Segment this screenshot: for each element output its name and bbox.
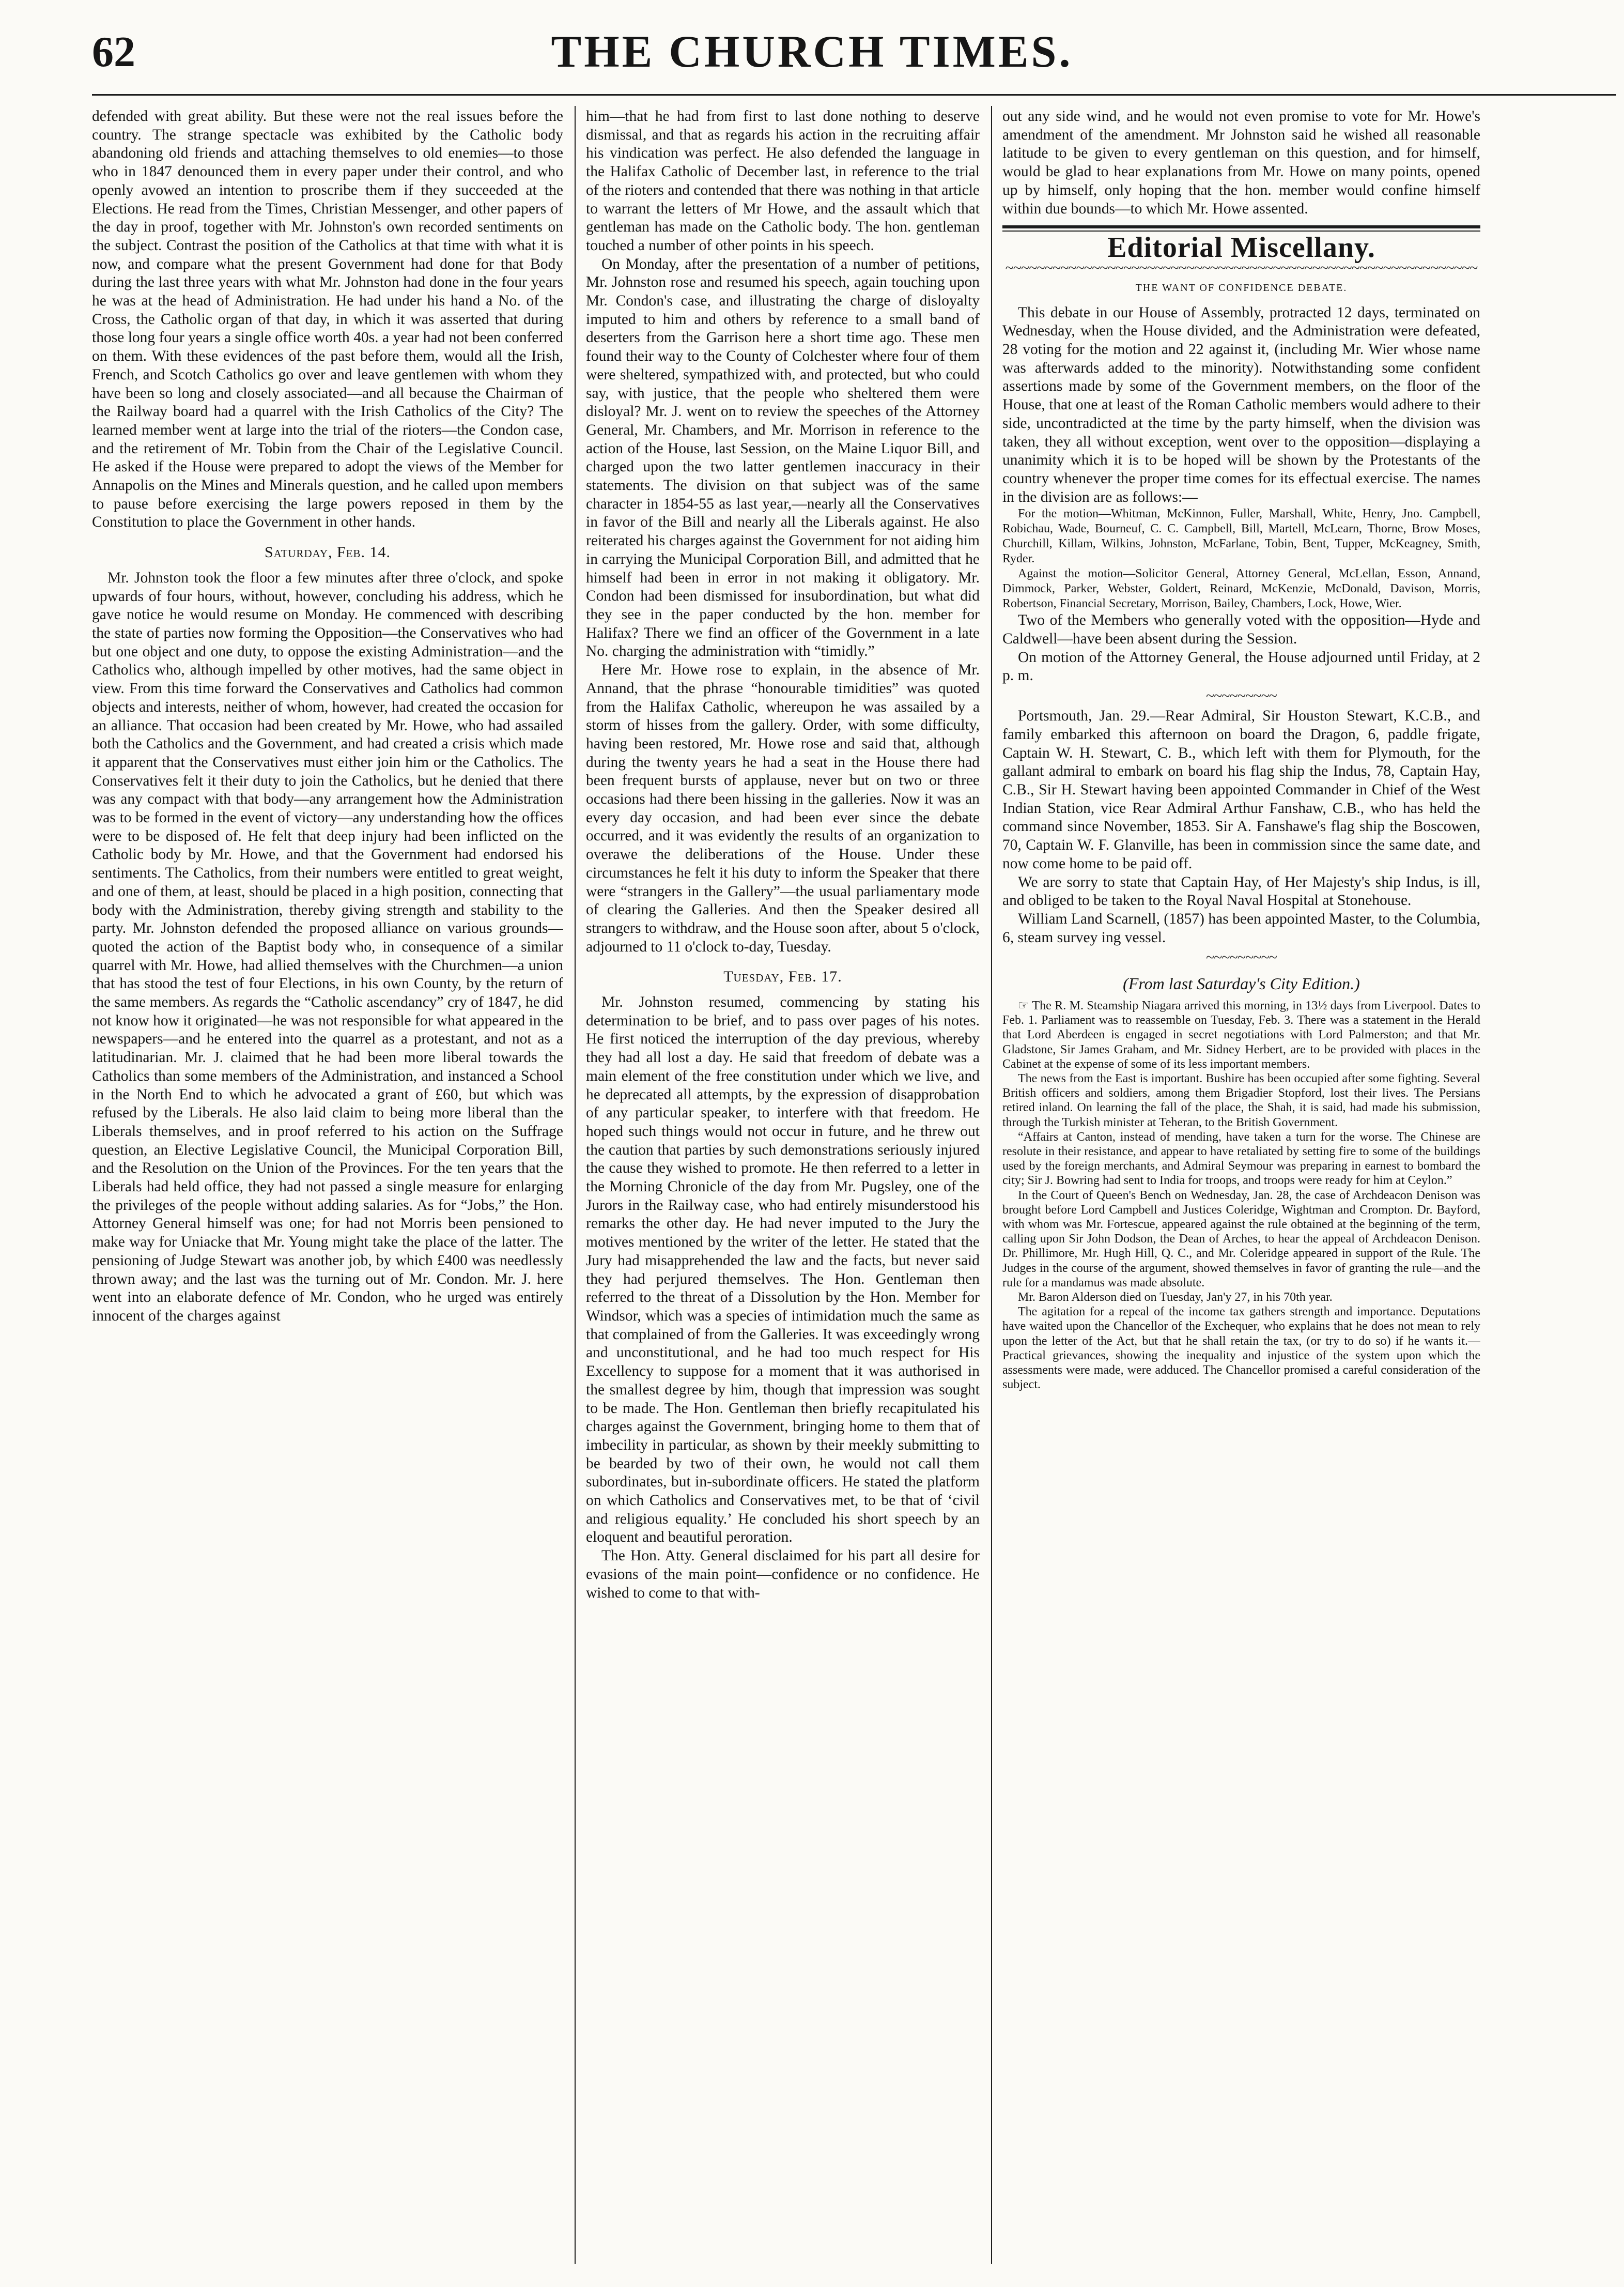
column-2 xyxy=(586,108,980,2268)
article-paragraph: Mr. Johnston resumed, commencing by stating his determination to be brief, and to pass over pages of his notes. He first noticed the interruption of the day previous, whereby they had all lost a day. He said that freedom of debate was a main element of the free constitution under which we live, and he deprecated all attempts, by the expression of disapprobation of any particular speaker, to interfere with that freedom. He hoped such things would not occur in future, and he threw out the caution that parties by such demonstrations seriously injured the cause they wished to promote. He then referred to a letter in the Morning Chronicle of the day from Mr. Pugsley, one of the Jurors in the Railway case, who had entirely misunderstood his remarks the other day. He had never imputed to the Jury the motives mentioned by the writer of the letter. He stated that the Jury had misapprehended the law and the facts, but never said they had perjured themselves. The Hon. Gentleman then referred to the threat of a Dissolution by the Hon. Member for Windsor, which was a species of intimidation much the same as that complained of from the Galleries. It was exceedingly wrong and unconstitutional, and he had too much respect for His Excellency to suppose for a moment that it was authorised in the smallest degree by him, though that impression was sought to be made. The Hon. Gentleman then briefly recapitulated his charges against the Government, bringing home to them that of imbecility in particular, as shown by their meekly submitting to be bearded by two of their own, he would not call them subordinates, but in-subordinate officers. He stated the platform on which Catholics and Conservatives met, to be that of ‘civil and religious equality.’ He concluded his short speech by an eloquent and beautiful peroration. xyxy=(586,994,980,1546)
date-heading: Saturday, Feb. 14. xyxy=(264,544,391,561)
news-digest xyxy=(1002,999,1480,1392)
header-rule xyxy=(92,94,1616,96)
news-paragraph: The news from the East is important. Bushire has been occupied after some fighting. Several British officers and soldiers, among them Brigadier Stopford, lost their lives. The Persians retired inland. On learning the fall of the place, the Shah, it is said, had made his submission, through the Turkish minister at Teheran, to the British Government. xyxy=(1002,1072,1480,1129)
article-paragraph: The Hon. Atty. General disclaimed for his part all desire for evasions of the main point—confidence or no confidence. He wished to come to that with- xyxy=(586,1547,980,1601)
news-paragraph: ☞ The R. M. Steamship Niagara arrived this morning, in 13½ days from Liverpool. Dates to Feb. 1. Parliament was to reassemble on Tuesday, Feb. 3. There was a statement in the Herald that Lord Aberdeen is engaged in secret negotiations with Lord Palmerston; and that Mr. Gladstone, Sir James Graham, and Mr. Sidney Herbert, are to be provided with places in the Cabinet at the expense of some of its less important members. xyxy=(1002,999,1480,1071)
article-paragraph: On Monday, after the presentation of a number of petitions, Mr. Johnston rose and resumed his speech, again touching upon Mr. Condon's case, and illustrating the charge of disloyalty imputed to him and others by reference to a small band of deserters from the Garrison here a short time ago. These men found their way to the County of Colchester where four of them were sheltered, sympathized with, and protected, but who could say, with justice, that the people who sheltered them were disloyal? Mr. J. went on to review the speeches of the Attorney General, Mr. Chambers, and Mr. Morrison in reference to the action of the House, last Session, on the Maine Liquor Bill, and charged upon the two latter gentlemen inaccuracy in their statements. The division on that subject was of the same character in 1854-55 as last year,—nearly all the Conservatives in favor of the Bill and nearly all the Liberals against. He also reiterated his charges against the Government for not aiding him in carrying the Municipal Corporation Bill, and admitted that he himself had been in error in not making it obligatory. Mr. Condon had been dismissed for insubordination, but what did they see in the paper conducted by the hon. member for Halifax? There we find an officer of the Government in a late No. charging the administration with “timidly.” xyxy=(586,255,980,660)
wave-divider: ~~~~~~~~~~~~~~~~~~~~~~~~~~~~~~~~~~~~~~~~~~~~~~~~~~~~~~~~~~~~ xyxy=(1005,260,1478,276)
news-paragraph: In the Court of Queen's Bench on Wednesday, Jan. 28, the case of Archdeacon Denison was brought before Lord Campbell and Justices Coleridge, Wightman and Crompton. Dr. Bayford, with whom was Mr. Fortescue, appeared against the rule obtained at the beginning of the term, calling upon Sir John Dodson, the Dean of Arches, to hear the appeal of Archdeacon Denison. Dr. Phillimore, Mr. Hugh Hill, Q. C., and Mr. Coleridge appeared in support of the Rule. The Judges in the course of the argument, showed themselves in favor of granting the rule—and the rule for a mandamus was made absolute. xyxy=(1002,1188,1480,1290)
news-paragraph: “Affairs at Canton, instead of mending, have taken a turn for the worse. The Chinese are resolute in their resistance, and appear to have retaliated by setting fire to some of the buildings used by the foreign merchants, and Admiral Seymour was preparing in earnest to bombard the city; Sir J. Bowring had sent to India for troops, and troops were ready for him at Ceylon.” xyxy=(1002,1130,1480,1188)
news-paragraph: Mr. Baron Alderson died on Tuesday, Jan'y 27, in his 70th year. xyxy=(1018,1291,1333,1304)
wave-divider: ~~~~~~~~~ xyxy=(1205,688,1277,704)
article-paragraph: defended with great ability. But these were not the real issues before the country. The strange spectacle was exhibited by the Catholic body abandoning old friends and attaching themselves to old enemies—to those who in 1847 denounced them in every paper under their control, and who openly avowed an intention to proscribe them if they succeeded at the Elections. He read from the Times, Christian Messenger, and other papers of the day in proof, together with Mr. Johnston's own recorded sentiments on the subject. Contrast the position of the Catholics at that time with what it is now, and compare what the present Government had done for that Body during the last three years with what Mr. Johnston had done in the four years he was at the head of Administration. He had under his hand a No. of the Cross, the Catholic organ of that day, in which it was asserted that during those long four years a single office worth 40s. a year had not been conferred on them. With these evidences of the past before them, would all the Irish, French, and Scotch Catholics go over and leave gentlemen with whom they have been so long and closely associated—and all because the Chairman of the Railway board had a quarrel with the Irish Catholics of the City? The learned member went at large into the trial of the rioters—the Condon case, and the retirement of Mr. Tobin from the Chair of the Legislative Council. He asked if the House were prepared to adopt the views of the Member for Annapolis on the Mines and Minerals question, and he called upon members to pause before exercising the large powers reposed in them by the Constitution to place the Government in other hands. xyxy=(92,108,563,531)
article-paragraph: On motion of the Attorney General, the House adjourned until Friday, at 2 p. m. xyxy=(1002,649,1480,684)
division-names xyxy=(1002,506,1480,611)
article-paragraph: We are sorry to state that Captain Hay, of Her Majesty's ship Indus, is ill, and obliged to be taken to the Royal Naval Hospital at Stonehouse. xyxy=(1002,873,1480,909)
names-for: For the motion—Whitman, McKinnon, Fuller, Marshall, White, Henry, Jno. Campbell, Robichau, Wade, Bourneuf, C. C. Campbell, Bill, Martell, McLearn, Thorne, Brow Moses, Churchill, Killam, Wilkins, Johnston, McFarlane, Tobin, Bent, Tupper, McKeagney, Smith, Ryder. xyxy=(1002,507,1480,566)
page-header xyxy=(0,0,1624,83)
article-paragraph: Portsmouth, Jan. 29.—Rear Admiral, Sir Houston Stewart, K.C.B., and family embarked this afternoon on board the Dragon, 6, paddle frigate, Captain W. H. Stewart, C. B., which left with them for Plymouth, for the gallant admiral to embark on board his flag ship the Indus, 78, Captain Hay, C.B., Sir H. Stewart having been appointed Commander in Chief of the West Indian Station, vice Rear Admiral Arthur Fanshaw, C.B., who has held the command since November, 1853. Sir A. Fanshawe's flag ship the Boscowen, 70, Captain W. F. Glanville, has been in commission since the same date, and now come home to be paid off. xyxy=(1002,708,1480,872)
date-heading: Tuesday, Feb. 17. xyxy=(723,968,842,986)
article-paragraph: Mr. Johnston took the floor a few minutes after three o'clock, and spoke upwards of four hours, without, however, concluding his address, which he gave notice he would resume on Monday. He commenced with describing the state of parties now forming the Opposition—the Conservatives who had but one object and one duty, to oppose the existing Administration—and the Catholics who, although impelled by other motives, had the same object in view. From this time forward the Conservatives and Catholics had common objects and interests, neither of whom, however, had created the occasion for an alliance. That occasion had been created by Mr. Howe, who had assailed both the Catholics and the Government, and had created a crisis which made it apparent that the Conservatives must either join him or the Catholics. The Conservatives felt it their duty to join the Catholics, but he denied that there was any compact with that body—any arrangement how the Administration was to be formed in the event of victory—any understanding how the offices were to be disposed of. He felt that deep injury had been inflicted on the Catholic body by Mr. Howe, and that the Government had endorsed his sentiments. The Catholics, from their numbers were entitled to great weight, and one of them, at least, should be placed in a high position, connecting that body with the Administration, thereby giving strength and stability to the party. Mr. Johnston defended the proposed alliance on various grounds—quoted the action of the Baptist body who, in consequence of a similar quarrel with Mr. Howe, had allied themselves with the Churchmen—a union that has stood the test of four Elections, in his own County, by the return of the same members. As regards the “Catholic ascendancy” cry of 1847, he did not know how it originated—he was not responsible for what appeared in the newspapers—and he entered into the quarrel as a protestant, and not as a latitudinarian. Mr. J. claimed that he had been more liberal towards the Catholics than some members of the Administration, and instanced a School in the North End to which he advocated a grant of £60, but which was refused by the Liberals. He also laid claim to being more liberal than the Liberals themselves, and in proof referred to his action on the Suffrage question, an Elective Legislative Council, the Municipal Corporation Bill, and the Resolution on the Union of the Provinces. For the ten years that the Liberals had held office, they had not passed a single measure for enlarging the privileges of the people without adding salaries. As for “Jobs,” the Hon. Attorney General himself was one; for had not Morris been pensioned to make way for Uniacke that Mr. Young might take the place of the latter. The pensioning of Judge Stewart was another job, by which £400 was needlessly thrown away; and the last was the turning out of Mr. Condon. Mr. J. here went into an elaborate defence of Mr. Condon, who he urged was entirely innocent of the charges against xyxy=(92,569,563,1324)
article-paragraph: him—that he had from first to last done nothing to deserve dismissal, and that as regards his action in the recruiting affair his vindication was perfect. He also defended the language in the Halifax Catholic of December last, in reference to the trial of the rioters and contended that there was nothing in that article to warrant the letters of Mr Howe, and the assault which that gentleman has made on the Catholic body. The hon. gentleman touched a number of other points in his speech. xyxy=(586,108,980,254)
section-subtitle: THE WANT OF CONFIDENCE DEBATE. xyxy=(1135,282,1348,294)
article-paragraph: out any side wind, and he would not even promise to vote for Mr. Howe's amendment of the amendment. Mr Johnston said he wished all reasonable latitude to be given to every gentleman on this question, and for himself, would be glad to hear explanations from Mr. Howe on many points, opened up by himself, only hoping that the hon. member would confine himself within due bounds—to which Mr. Howe assented. xyxy=(1002,108,1480,217)
article-paragraph: This debate in our House of Assembly, protracted 12 days, terminated on Wednesday, when the House divided, and the Administration were defeated, 28 voting for the motion and 22 against it, (including Mr. Wier whose name was afterwards added to the minority). Notwithstanding some confident assertions made by some of the Government members, on the floor of the House, that one at least of the Roman Catholic members would adhere to their side, uncontradicted at the time by the party himself, when the division was taken, they all without exception, went over to the opposition—displaying a unanimity which it is to be hoped will be shown by the Protestants of the country whenever the proper time comes for its effectual exercise. The names in the division are as follows:— xyxy=(1002,304,1480,505)
page-number: 62 xyxy=(92,28,135,76)
city-edition-heading: (From last Saturday's City Edition.) xyxy=(1123,974,1360,993)
article-paragraph: Two of the Members who generally voted with the opposition—Hyde and Caldwell—have been absent during the Session. xyxy=(1002,612,1480,648)
wave-divider: ~~~~~~~~~ xyxy=(1205,950,1277,966)
names-against: Against the motion—Solicitor General, Attorney General, McLellan, Esson, Annand, Dimmock, Parker, Webster, Goldert, Reinard, McKenzie, McDonald, Davison, Morris, Robertson, Financial Secretary, Morrison, Bailey, Chambers, Lock, Howe, Wier. xyxy=(1002,567,1480,611)
news-paragraph: The agitation for a repeal of the income tax gathers strength and importance. Deputations have waited upon the Chancellor of the Exchequer, who explains that he does not mean to rely upon the letter of the Act, but that he shall retain the tax, (or try to do so) if he wants it.—Practical grievances, showing the inequality and injustice of the system upon which the assessments were made, were adduced. The Chancellor promised a careful consideration of the subject. xyxy=(1002,1305,1480,1392)
column-1 xyxy=(92,108,563,2268)
column-rule-2 xyxy=(991,106,992,2264)
article-paragraph: Here Mr. Howe rose to explain, in the absence of Mr. Annand, that the phrase “honourable timidities” was quoted from the Halifax Catholic, whereupon he was assailed by a storm of hisses from the gallery. Order, with some difficulty, having been restored, Mr. Howe rose and said that, although during the twenty years he had a seat in the House there had been frequent bursts of applause, never but on two or three occasions had there been hissing in the galleries. Now it was an every day occasion, and had been ever since the debate occurred, and it was evidently the results of an organization to overawe the deliberations of the House. Under these circumstances he felt it his duty to inform the Speaker that there were “strangers in the Gallery”—the usual parliamentary mode of clearing the Galleries. And then the Speaker desired all strangers to withdraw, and the House soon after, about 5 o'clock, adjourned to 11 o'clock to-day, Tuesday. xyxy=(586,662,980,955)
column-rule-1 xyxy=(575,106,576,2264)
section-title: Editorial Miscellany. xyxy=(1107,232,1375,264)
column-3 xyxy=(1002,108,1480,2268)
article-paragraph: William Land Scarnell, (1857) has been appointed Master, to the Columbia, 6, steam survey ing vessel. xyxy=(1002,910,1480,946)
section-rule xyxy=(1002,225,1480,228)
masthead: THE CHURCH TIMES. xyxy=(551,27,1073,77)
